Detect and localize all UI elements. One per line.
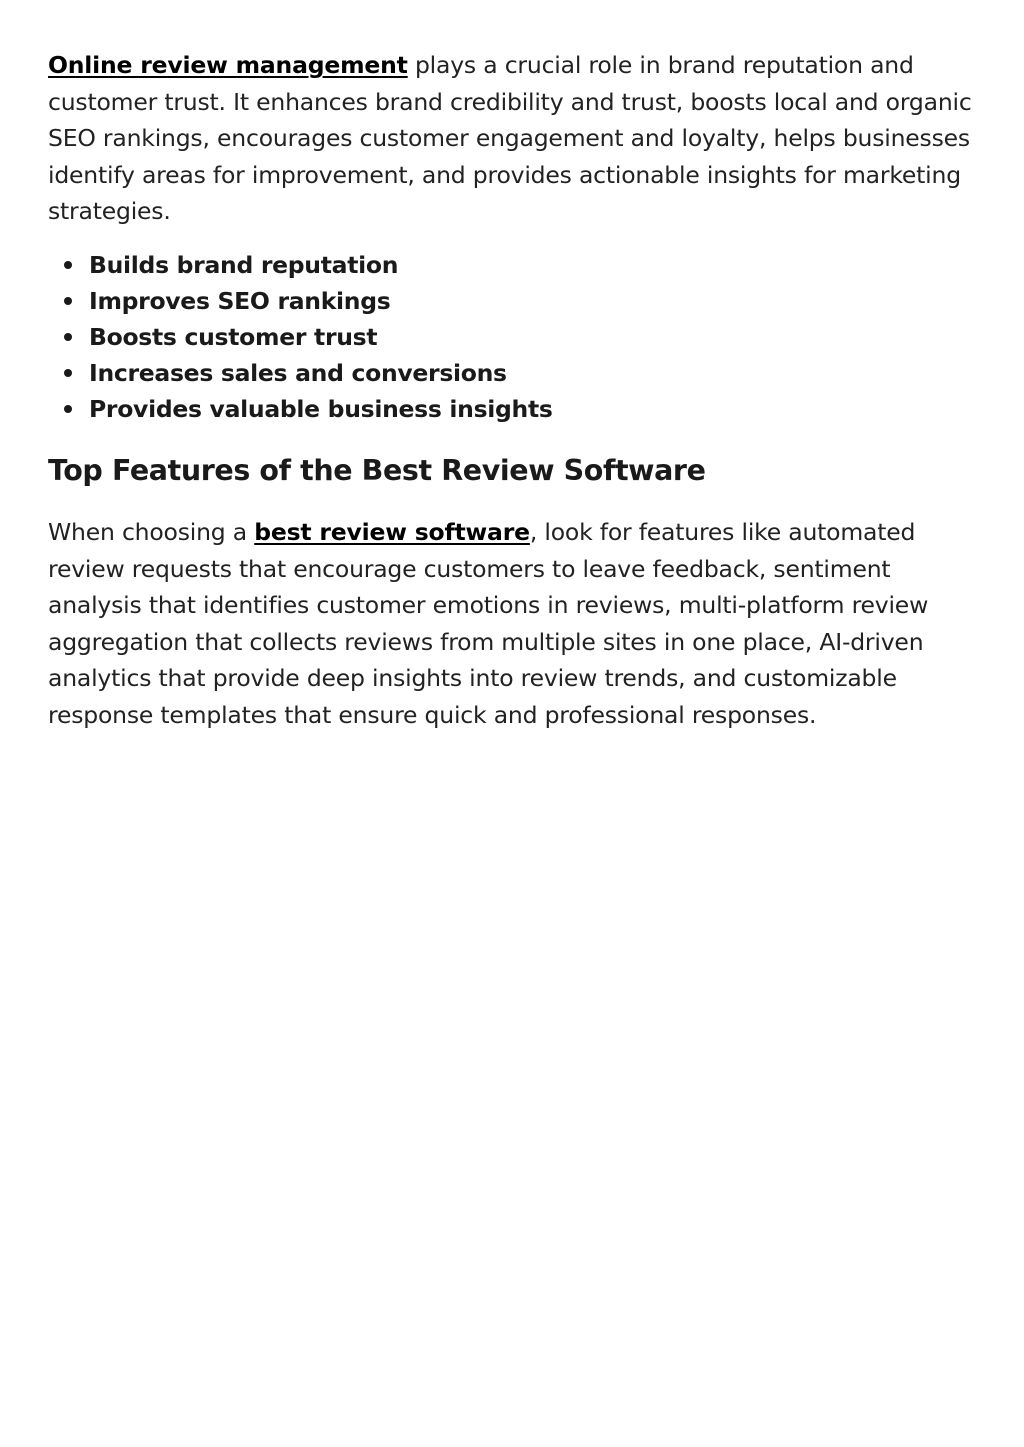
list-item-label: Boosts customer trust [89,322,378,351]
best-review-software-link[interactable]: best review software [254,517,530,546]
list-item [89,391,978,427]
bullet-icon [64,405,72,413]
list-item [89,247,978,283]
section-heading: Top Features of the Best Review Software [48,453,706,487]
list-item [89,355,978,391]
bullet-icon [64,297,72,305]
bullet-icon [64,369,72,377]
list-item-label: Builds brand reputation [89,250,399,279]
features-text-after: , look for features like automated review requests that encourage customers to leave feedback, sentiment analysis that identifies customer emotions in reviews, multi-platform review aggregation that collects reviews from multiple sites in one place, AI-driven analytics that provide deep insights into review trends, and customizable response templates that ensure quick and professional responses. [48,517,929,729]
intro-text: plays a crucial role in brand reputation and customer trust. It enhances brand credibility and trust, boosts local and organic SEO rankings, encourages customer engagement and loyalty, helps businesses identify areas for improvement, and provides actionable insights for marketing strategies. [48,51,972,226]
list-item-label: Provides valuable business insights [89,394,553,423]
benefits-list [48,247,978,427]
document-page [48,47,978,734]
bullet-icon [64,261,72,269]
list-item-label: Increases sales and conversions [89,358,507,387]
list-item [89,283,978,319]
bullet-icon [64,333,72,341]
list-item [89,319,978,355]
online-review-management-link[interactable]: Online review management [48,51,408,79]
list-item-label: Improves SEO rankings [89,286,391,315]
intro-paragraph [48,47,978,230]
features-paragraph [48,514,978,734]
features-text-before: When choosing a [48,517,255,546]
